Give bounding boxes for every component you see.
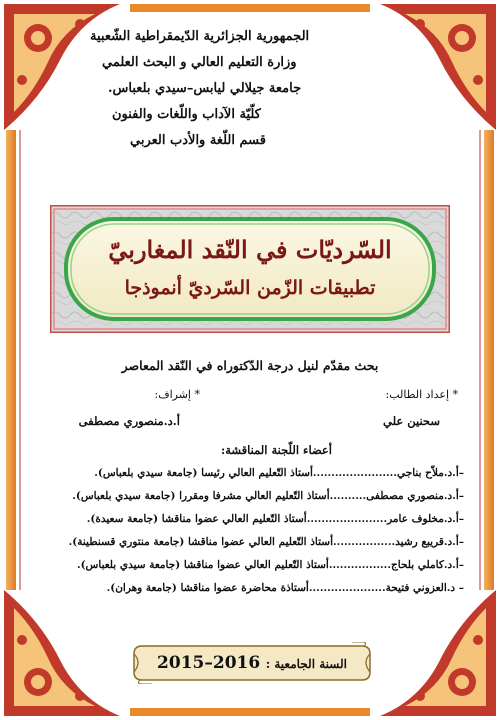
thesis-title: السّرديّات في النّقد المغاربيّ	[108, 235, 392, 264]
committee-members-list	[34, 462, 464, 600]
ministry-name: وزارة التعليم العالي و البحث العلمي	[102, 55, 297, 70]
right-band	[484, 130, 494, 590]
student-name: سحنين علي	[382, 414, 440, 428]
corner-ornament-bottom-left	[4, 590, 120, 716]
committee-member: –أ.د.كاملي بلحاج.................أستاذ التّعليم العالي عضوا مناقشا (جامعة سيدي بلعباس).	[76, 559, 464, 571]
corner-ornament-bottom-right	[380, 590, 496, 716]
thesis-subtitle: تطبيقات الزّمن السّرديّ أنموذجا	[124, 277, 376, 299]
committee-member: –أ.د.ملاّح بناجي.......................أستاذ التّعليم العالي رئيسا (جامعة سيدي بلعباس).	[94, 467, 464, 479]
republic-name: الجمهورية الجزائرية الدّيمقراطية الشّعبية	[90, 29, 310, 44]
committee-member: –أ.د.قريبع رشيد.................أستاذ التّعليم العالي عضوا مناقشا (جامعة منتوري قسنطينة).	[68, 536, 464, 548]
degree-purpose: بحث مقدّم لنيل درجة الدّكتوراه في النّقد المعاصر	[121, 358, 379, 373]
university-name: جامعة جيلالي ليابس–سيدي بلعباس.	[108, 81, 302, 96]
title-text-block	[50, 205, 450, 333]
academic-year-label: السنة الجامعية :	[265, 657, 347, 671]
committee-title: أعضاء اللّجنة المناقشة:	[220, 443, 332, 457]
academic-year	[132, 642, 372, 684]
prepared-by-label: * إعداد الطالب:	[385, 388, 458, 401]
committee-member: – د.العزوني فتيحة.....................أستاذة محاضرة عضوا مناقشا (جامعة وهران).	[106, 582, 464, 594]
committee-member: –أ.د.مخلوف عامر......................أستاذ التّعليم العالي عضوا مناقشا (جامعة سعيدة).	[86, 513, 464, 525]
top-band	[130, 4, 370, 12]
institution-header	[80, 24, 420, 154]
department-name: قسم اللّغة والأدب العربي	[130, 133, 266, 148]
supervision-label: * إشراف:	[154, 388, 200, 401]
left-band	[6, 130, 16, 590]
supervisor-name: أ.د.منصوري مصطفى	[78, 414, 180, 428]
academic-year-value: 2016–2015	[157, 653, 261, 673]
committee-member: –أ.د.منصوري مصطفى..........أستاذ التّعليم العالي مشرفا ومقررا (جامعة سيدي بلعباس).	[72, 490, 464, 502]
bottom-band	[130, 708, 370, 716]
faculty-name: كلّيّة الآداب واللّغات والفنون	[112, 107, 261, 122]
